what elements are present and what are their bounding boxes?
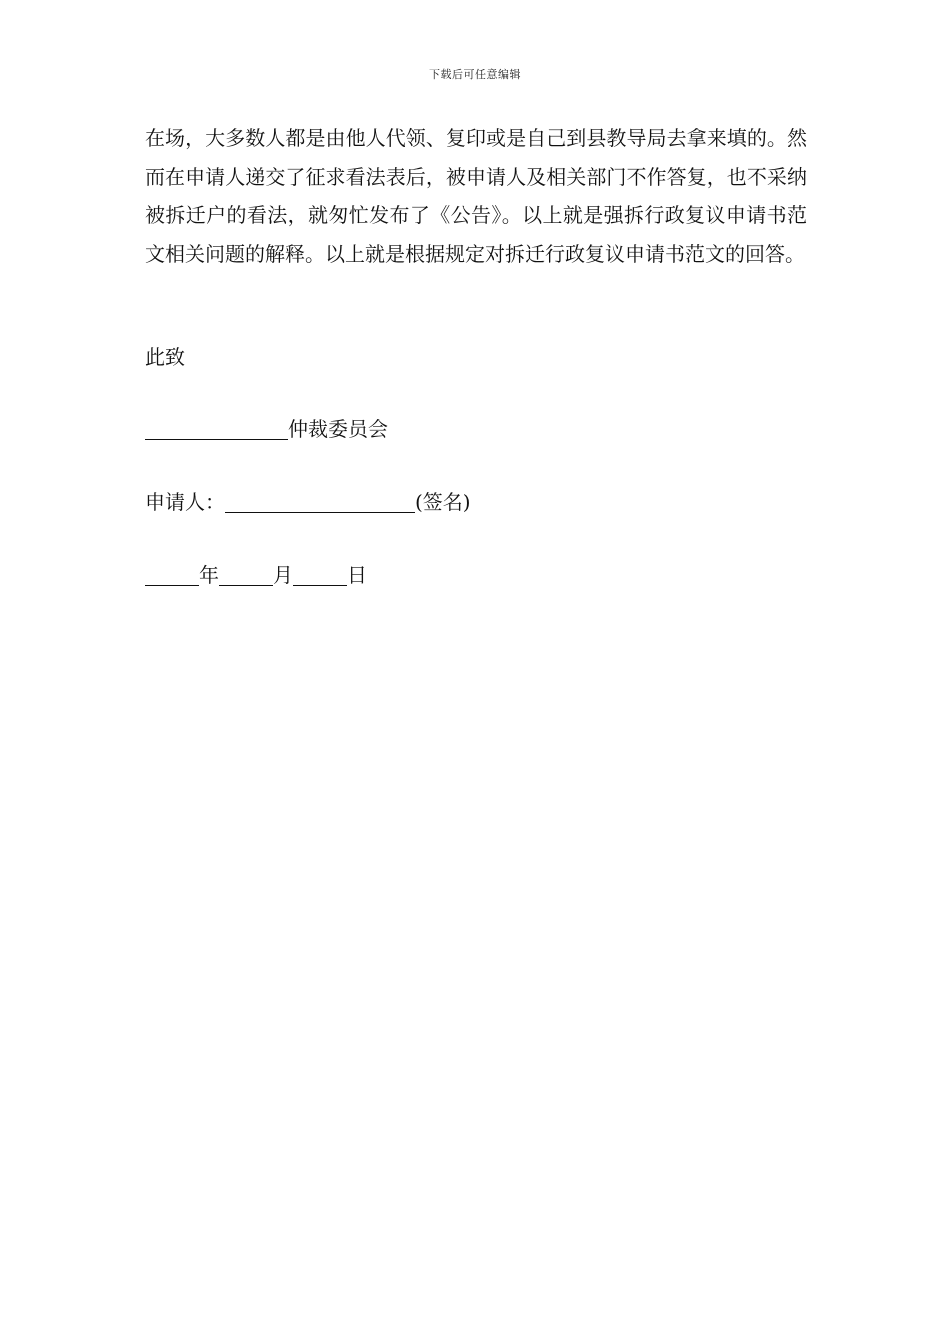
- signature-note: (签名): [415, 490, 471, 514]
- body-paragraph: 在场，大多数人都是由他人代领、复印或是自己到县教导局去拿来填的。然而在申请人递交了征求看法表后，被申请人及相关部门不作答复，也不采纳被拆迁户的看法，就匆忙发布了《公告》。以上就是强拆行政复议申请书范文相关问题的解释。以上就是根据规定对拆迁行政复议申请书范文的回答。: [145, 126, 807, 266]
- page-header-note: 下载后可任意编辑: [429, 68, 521, 81]
- month-label: 月: [273, 563, 293, 587]
- day-label: 日: [347, 563, 367, 587]
- year-blank[interactable]: [145, 561, 199, 586]
- committee-suffix: 仲裁委员会: [288, 417, 388, 441]
- salutation: 此致: [145, 345, 185, 369]
- date-line: [145, 560, 367, 590]
- year-label: 年: [199, 563, 219, 587]
- month-blank[interactable]: [219, 561, 273, 586]
- day-blank[interactable]: [293, 561, 347, 586]
- applicant-line: [145, 487, 471, 517]
- committee-line: [145, 414, 388, 444]
- applicant-label: 申请人：: [145, 490, 225, 514]
- applicant-signature-blank[interactable]: [225, 488, 415, 513]
- committee-name-blank[interactable]: [145, 415, 288, 440]
- document-body: [145, 119, 807, 273]
